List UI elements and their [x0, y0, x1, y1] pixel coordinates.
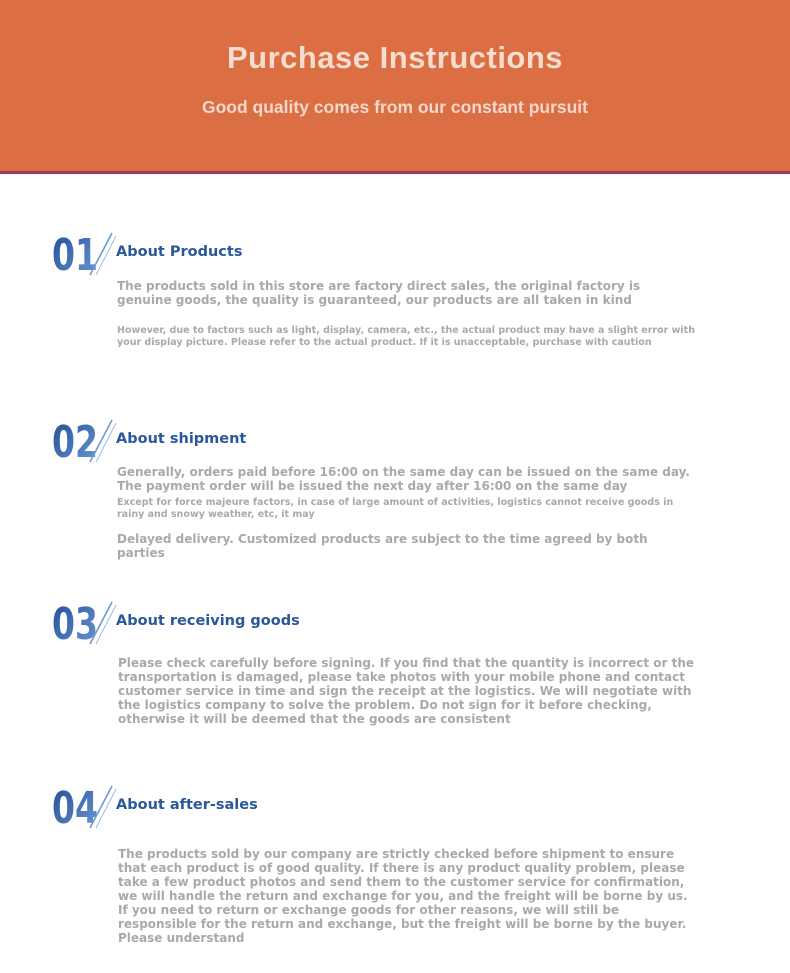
- section-paragraph-small: However, due to factors such as light, display, camera, etc., the actual product may have a slight error with your display picture. Please refer to the actual product. If it is unacceptable, purchase with caution: [117, 325, 695, 348]
- section-title: About receiving goods: [116, 613, 300, 629]
- section-title: About after-sales: [116, 797, 258, 813]
- page-subtitle: Good quality comes from our constant pursuit: [202, 97, 588, 117]
- section-paragraph-small: Except for force majeure factors, in case of large amount of activities, logistics cannot receive goods in rainy and snowy weather, etc, it may: [117, 497, 674, 520]
- section-paragraph: Please check carefully before signing. If you find that the quantity is incorrect or the transportation is damaged, please take photos with your mobile phone and contact customer service in time and sign the receipt at the logistics. We will negotiate with the logistics company to solve the problem. Do not sign for it before checking, otherwise it will be deemed that the goods are consistent: [118, 656, 695, 726]
- page-title: Purchase Instructions: [226, 40, 564, 75]
- section-number-01: [52, 230, 118, 278]
- number-graphic-04: [52, 783, 118, 831]
- section-paragraph: Generally, orders paid before 16:00 on the same day can be issued on the same day. The payment order will be issued the next day after 16:00 on the same day: [117, 465, 690, 493]
- section-number-02: [52, 417, 118, 465]
- section-title: About shipment: [116, 431, 247, 447]
- number-graphic-01: [52, 230, 118, 278]
- header-banner: [0, 0, 790, 174]
- number-text: 02: [52, 417, 98, 465]
- section-number-04: [52, 783, 118, 831]
- number-text: 04: [52, 783, 98, 831]
- section-title: About Products: [116, 244, 243, 260]
- number-text: 03: [52, 599, 98, 647]
- section-paragraph: The products sold in this store are factory direct sales, the original factory is genuine goods, the quality is guaranteed, our products are all taken in kind: [117, 279, 641, 307]
- number-graphic-03: [52, 599, 118, 647]
- section-paragraph: The products sold by our company are strictly checked before shipment to ensure that each product is of good quality. If there is any product quality problem, please take a few product photos and send them to the customer service for confirmation, we will handle the return and exchange for you, and the freight will be borne by us. If you need to return or exchange goods for other reasons, we will still be responsible for the return and exchange, but the freight will be borne by the buyer. Please understand: [118, 847, 688, 945]
- number-text: 01: [52, 230, 98, 278]
- number-graphic-02: [52, 417, 118, 465]
- section-paragraph: Delayed delivery. Customized products are subject to the time agreed by both parties: [117, 532, 648, 560]
- section-number-03: [52, 599, 118, 647]
